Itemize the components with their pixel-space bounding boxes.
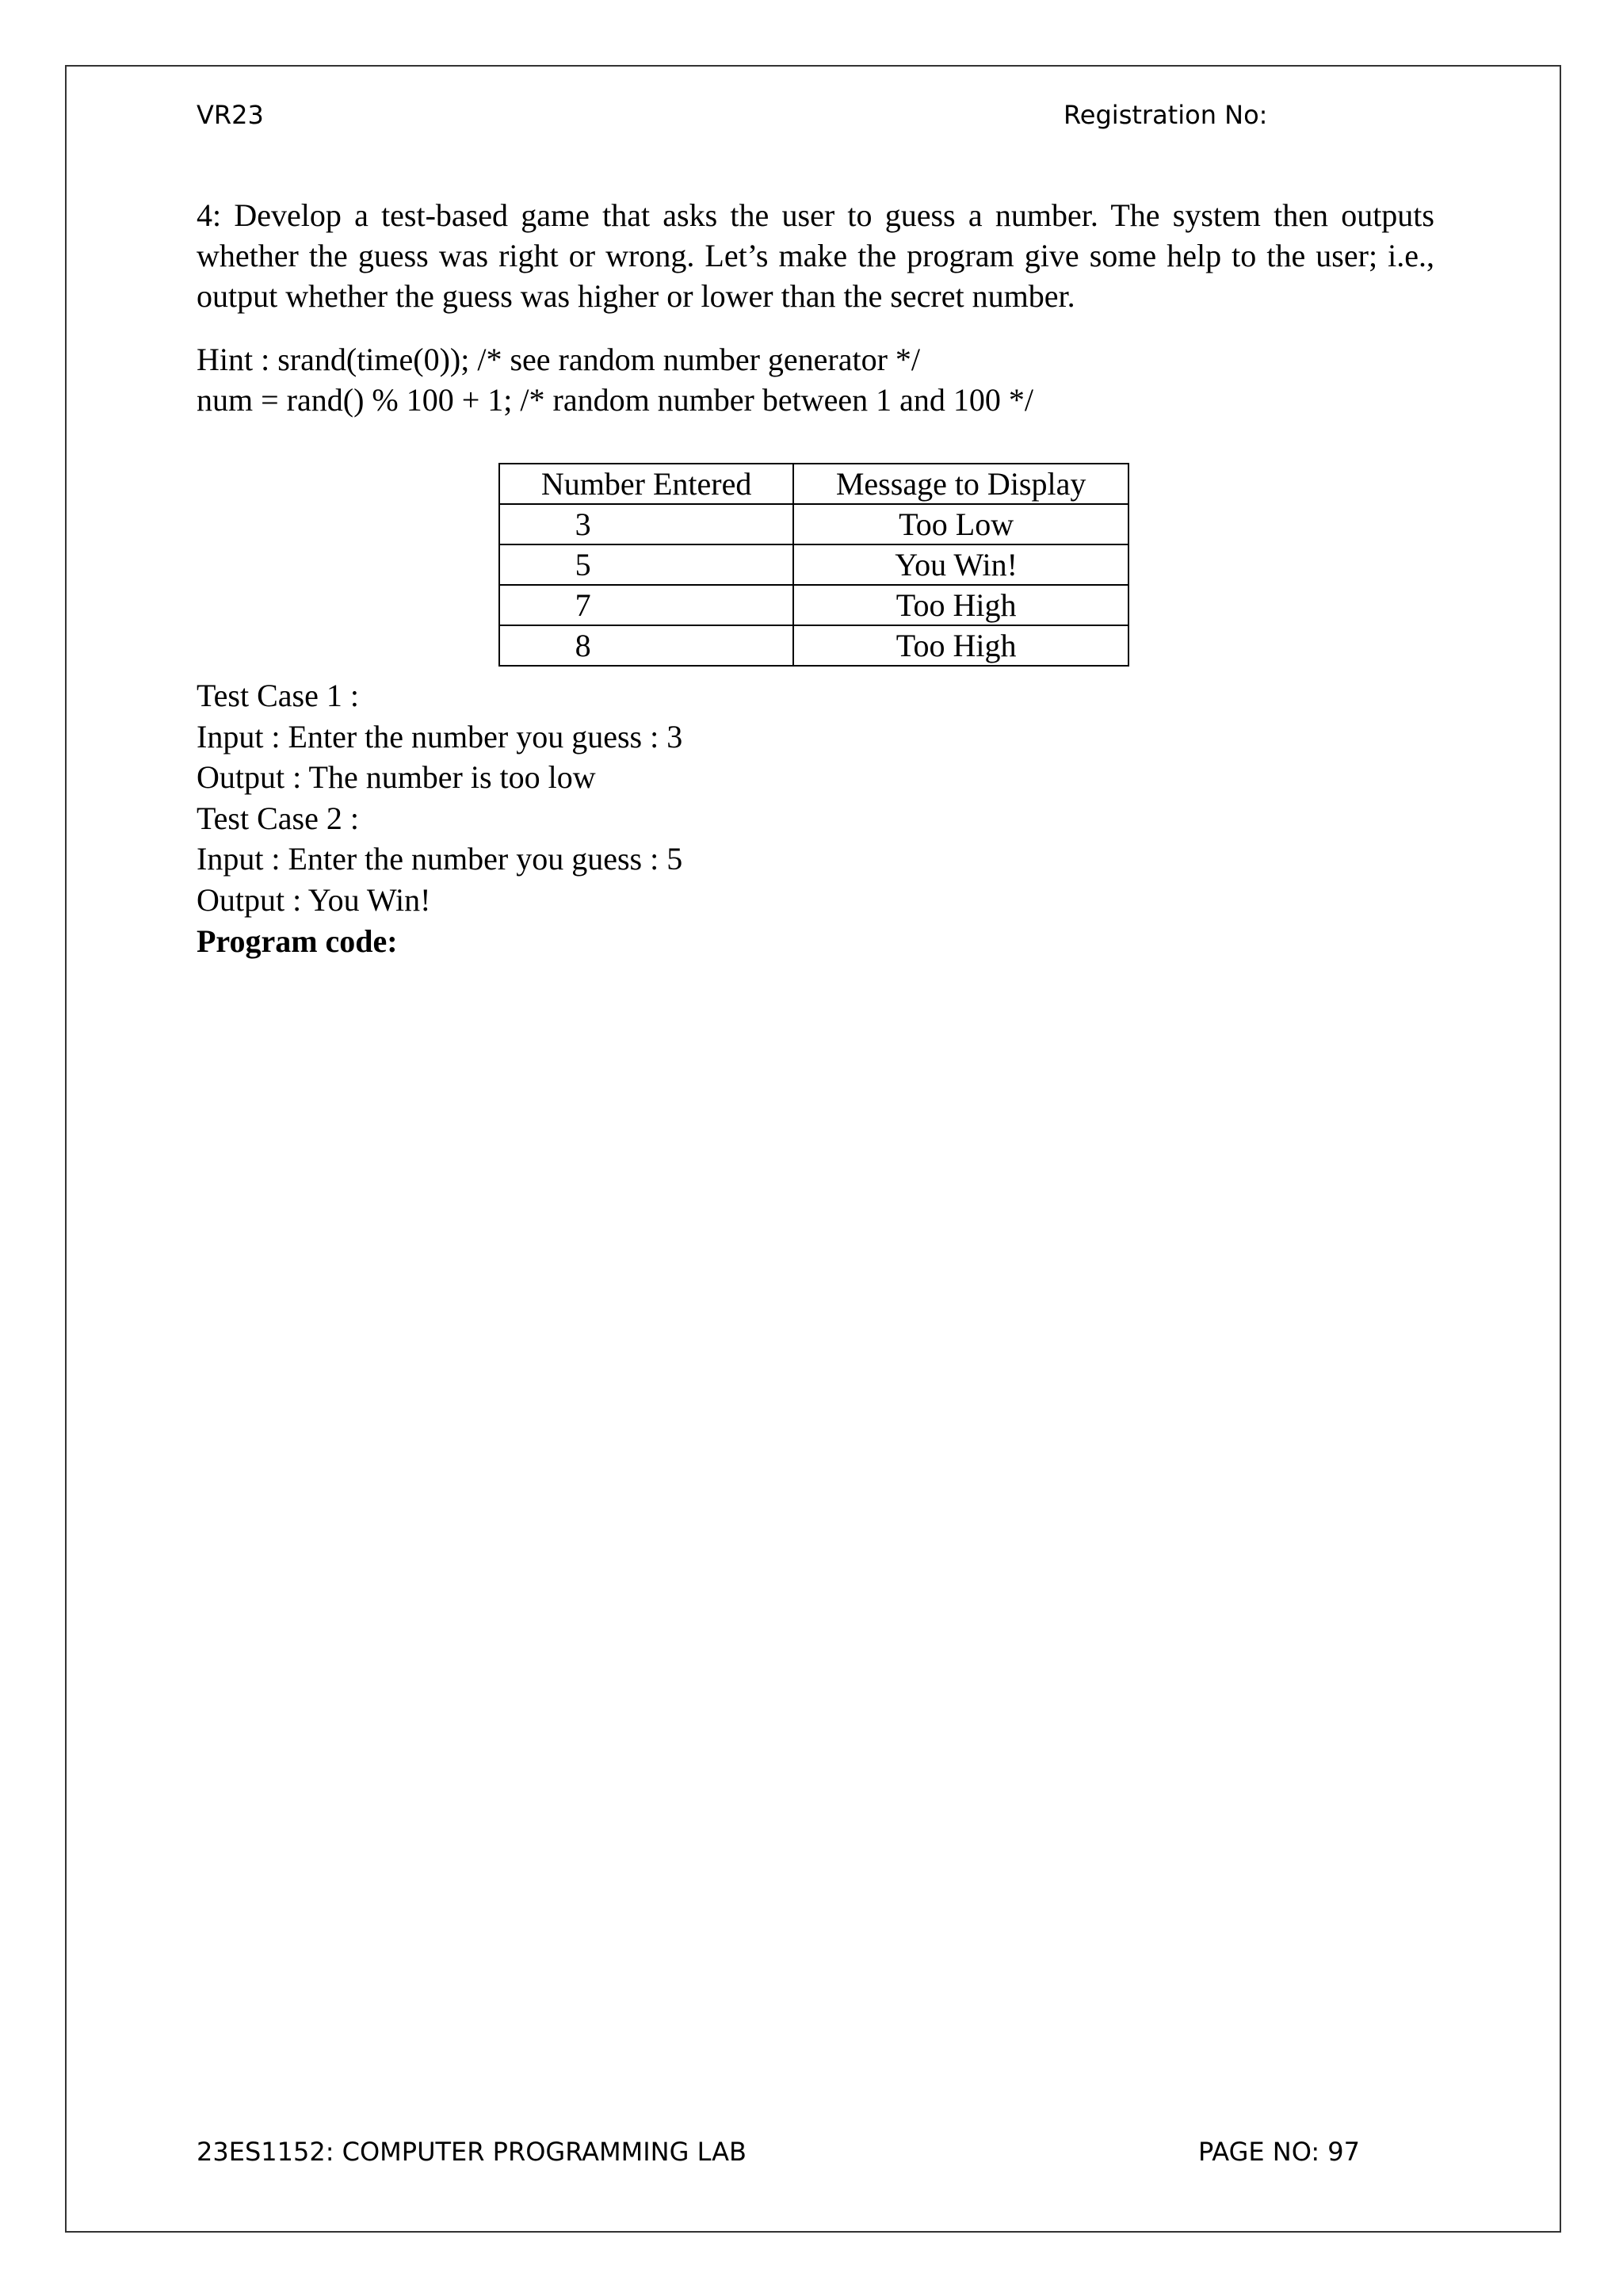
number-value: 8 [575,628,591,663]
header-registration-no: Registration No: [1064,100,1268,130]
footer-course: 23ES1152: COMPUTER PROGRAMMING LAB [197,2137,747,2167]
guess-message-table [498,463,1129,667]
hint-line-1: Hint : srand(time(0)); /* see random number generator */ [197,342,921,377]
message-value: Too High [896,587,1017,623]
table-header-row [499,464,1128,504]
table-row [499,585,1128,625]
task-description: 4: Develop a test-based game that asks the user to guess a number. The system then outputs whether the guess was right or wrong. Let’s make the program give some help to the user; i.e., output whether the guess was higher or lower than the secret number. [197,197,1434,314]
test-case-1-input: Input : Enter the number you guess : 3 [197,718,683,755]
hint-block [197,339,1434,420]
message-cell [793,585,1128,625]
column-header-number-entered: Number Entered [499,464,793,504]
number-value: 5 [575,547,591,583]
message-cell [793,625,1128,666]
test-case-2-input: Input : Enter the number you guess : 5 [197,841,683,877]
table-row [499,625,1128,666]
column-header-message: Message to Display [793,464,1128,504]
number-value: 7 [575,587,591,623]
number-cell [499,585,793,625]
test-case-2-title: Test Case 2 : [197,800,359,836]
test-case-2-output: Output : You Win! [197,881,431,918]
test-case-1-title: Test Case 1 : [197,678,359,713]
message-cell [793,504,1128,544]
header-regulation: VR23 [197,100,264,130]
table-row [499,504,1128,544]
hint-line-2: num = rand() % 100 + 1; /* random number between 1 and 100 */ [197,382,1033,418]
number-cell [499,504,793,544]
number-cell [499,625,793,666]
number-value: 3 [575,506,591,542]
message-value: Too Low [899,506,1014,542]
test-case-1-output: Output : The number is too low [197,759,596,796]
test-cases [197,675,1434,961]
message-cell [793,544,1128,585]
footer-page-number: PAGE NO: 97 [1198,2137,1360,2167]
number-cell [499,544,793,585]
message-value: Too High [896,628,1017,663]
table-row [499,544,1128,585]
message-value: You Win! [895,547,1018,583]
program-code-label: Program code: [197,923,398,959]
